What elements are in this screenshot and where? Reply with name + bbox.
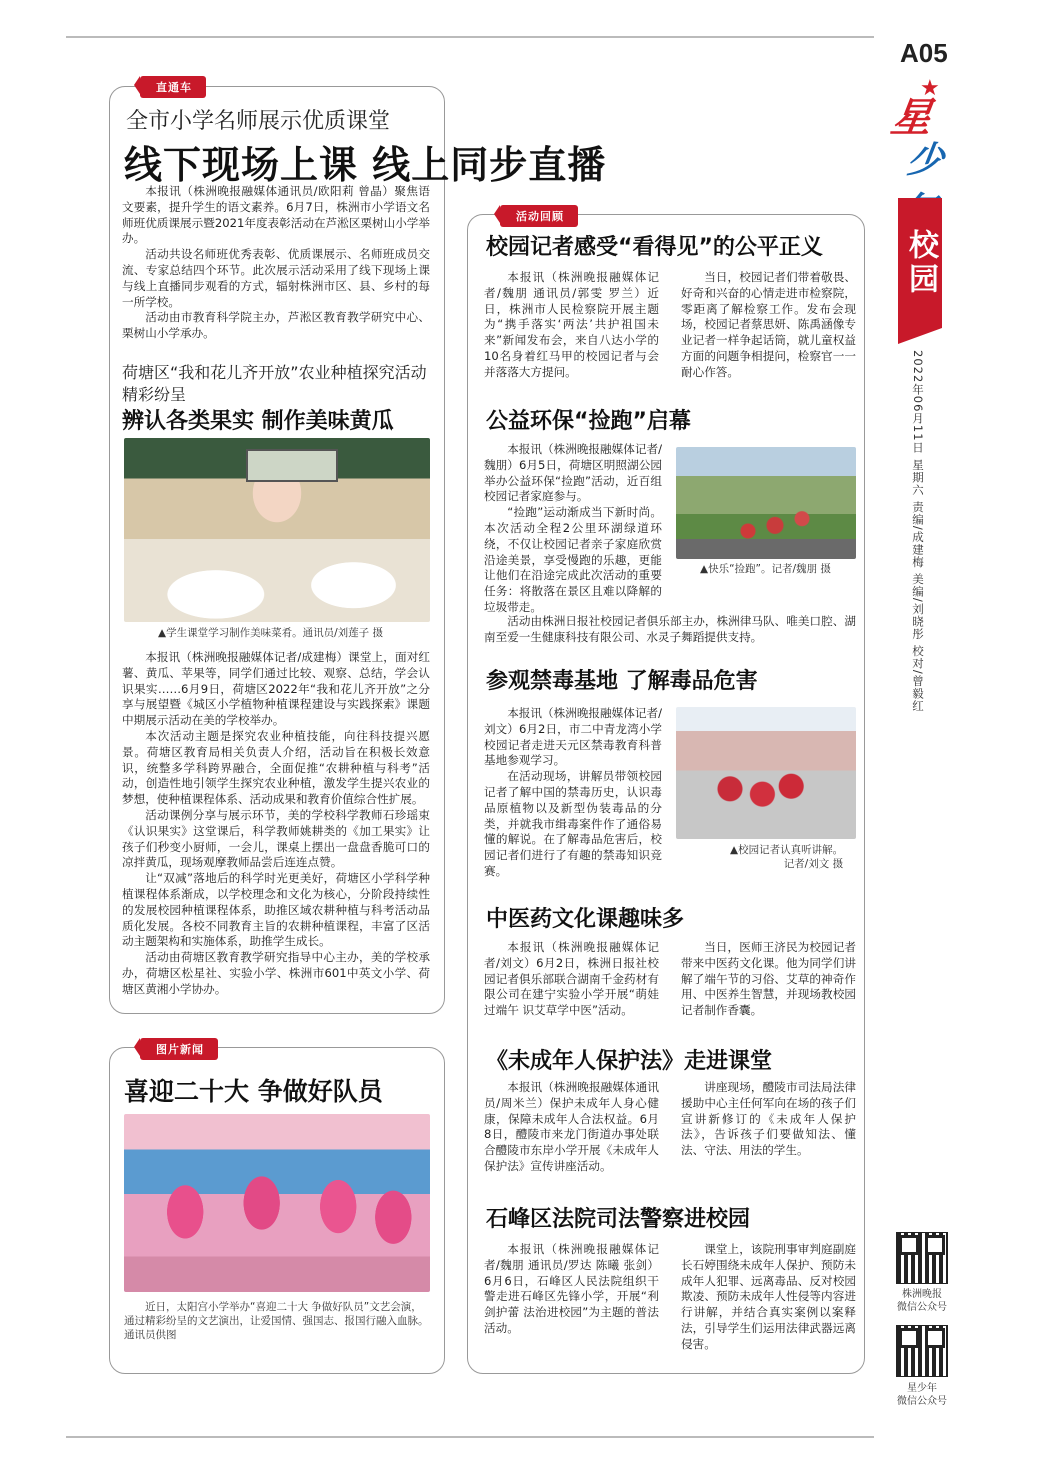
story-headline: 《未成年人保护法》走进课堂	[486, 1049, 773, 1074]
page-number: A05	[900, 38, 948, 68]
top-rule	[66, 36, 874, 38]
story-headline: 参观禁毒基地 了解毒品危害	[486, 669, 758, 694]
photo-cooking-class	[124, 438, 430, 622]
qr-label-zzwb: 株洲晚报 微信公众号	[897, 1289, 947, 1313]
story-body	[484, 270, 856, 382]
section-tab: 校园	[898, 198, 942, 328]
paragraph: 在活动现场，讲解员带领校园记者了解中国的禁毒历史，认识毒品原植物以及新型伪装毒品的分类，并就我市缉毒案件作了通俗易懂的解说。在了解毒品危害后，校园记者们进行了有趣的禁毒知识竞赛。	[484, 769, 662, 878]
paragraph: 本报讯（株洲晚报融媒体记者/魏朋）6月5日，荷塘区明照湖公园举办公益环保“捡跑”活动，近百组校园记者家庭参与。	[484, 442, 662, 504]
paragraph: 活动由株洲日报社校园记者俱乐部主办，株洲律马队、唯美口腔、湖南至爱一生健康科技有限公司、水灵子舞蹈提供支持。	[484, 614, 856, 644]
photo-caption: ▲快乐“捡跑”。记者/魏朋 摄	[700, 563, 831, 575]
paragraph: 本报讯（株洲晚报融媒体通讯员/欧阳莉 曾晶）聚焦语文要素，提升学生的语文素养。6月7日，株洲市小学语文名师班优质课展示暨2021年度表彰活动在芦淞区栗树山小学举办。	[122, 184, 430, 246]
paragraph: 本报讯（株洲晚报融媒体通讯员/周米兰）保护未成年人身心健康，保障未成年人合法权益。6月8日，醴陵市来龙门街道办事处联合醴陵市东岸小学开展《未成年人保护法》宣传讲座活动。	[484, 1080, 659, 1173]
photo-caption: 近日，太阳宫小学举办“喜迎二十大 争做好队员”文艺会演，通过精彩纷呈的文艺演出，让爱国情、强国志、报国行融入血脉。通讯员供图	[124, 1301, 429, 1341]
qr-code-icon[interactable]	[896, 1232, 948, 1284]
story-headline: 中医药文化课趣味多	[486, 907, 685, 932]
photo-caption: ▲校园记者认真听讲解。 记者/刘文 摄	[730, 844, 844, 870]
photo-plogging	[676, 447, 856, 559]
story-body	[484, 706, 662, 880]
paragraph: 课堂上，该院刑事审判庭副庭长石婷围绕未成年人保护、预防未成年人犯罪、远离毒品、反对校园欺凌、预防未成年人性侵等内容进行讲解，并结合真实案例以案释法，引导学生们运用法律武器远离侵害。	[681, 1242, 856, 1351]
paragraph: 活动由荷塘区教育教学研究指导中心主办，美的学校承办，荷塘区松星社、实验小学、株洲市601中英文小学、荷塘区黄湘小学协办。	[122, 950, 430, 996]
paragraph: 当日，医师王济民为校园记者带来中医药文化课。他为同学们讲解了端午节的习俗、艾草的神奇作用、中医养生智慧，并现场教校园记者制作香囊。	[681, 940, 856, 1018]
story-headline: 公益环保“捡跑”启幕	[486, 409, 691, 434]
story-kicker: 全市小学名师展示优质课堂	[126, 109, 391, 134]
dateline: 2022年06月11日 星期六 责编/成建梅 美编/刘晓彤 校对/曾毅红	[911, 350, 925, 713]
paragraph: 本报讯（株洲晚报融媒体记者/魏朋 通讯员/罗达 陈曦 张剑）6月6日，石峰区人民法院组织干警走进石峰区先锋小学，开展“利剑护蕾 法治进校园”为主题的普法活动。	[484, 1242, 659, 1335]
photo-dance-performance	[124, 1114, 430, 1292]
story-headline: 喜迎二十大 争做好队员	[124, 1077, 383, 1106]
masthead-logo	[888, 76, 960, 196]
masthead-top: 星	[888, 95, 935, 141]
story-body	[122, 650, 430, 998]
story-headline: 石峰区法院司法警察进校园	[486, 1207, 751, 1232]
paragraph: 本报讯（株洲晚报融媒体记者/刘文）6月2日，市二中青龙湾小学校园记者走进天元区禁毒教育科普基地参观学习。	[484, 706, 662, 768]
story-body	[484, 1080, 856, 1176]
paragraph: 当日，校园记者们带着敬畏、好奇和兴奋的心情走进市检察院，零距离了解检察工作。发布会现场，校园记者蔡思妍、陈禹涵像专业记者一样争起话筒，就儿童权益方面的问题争相提问，检察官一一耐心作答。	[681, 270, 856, 379]
section-tag: 直通车	[140, 76, 206, 98]
story-headline: 辨认各类果实 制作美味黄瓜	[122, 409, 394, 434]
story-kicker: 荷塘区“我和花儿齐开放”农业种植探究活动精彩纷呈	[122, 363, 427, 404]
masthead-bottom: 少年	[904, 140, 947, 181]
bottom-rule	[66, 1436, 874, 1438]
photo-anti-drug-visit	[676, 707, 856, 839]
paragraph: 活动课例分享与展示环节，美的学校科学教师石珍瑶束《认识果实》这堂课后，科学教师姚耕类的《加工果实》让孩子们秒变小厨师，一会儿，课桌上摆出一盘盘香脆可口的凉拌黄瓜，现场观摩教师品尝后连连点赞。	[122, 807, 430, 870]
story-body	[484, 1242, 856, 1354]
paragraph: 让“双减”落地后的科学时光更美好，荷塘区小学科学种植课程体系渐成，以学校理念和文化为核心，分阶段持续性的发展校园种植课程体系，助推区域农耕种植与科考活动品质化发展。各校不同教育主旨的农耕种植课程，丰富了区活动主题架构和实施体系，助推学生成长。	[122, 871, 430, 949]
section-tag: 图片新闻	[140, 1038, 218, 1060]
qr-code-icon[interactable]	[896, 1325, 948, 1377]
paragraph: 本次活动主题是探究农业种植技能，向往科技提兴愿景。荷塘区教育局相关负责人介绍，活动旨在积极长效意识，统整多学科跨界融合，全面促推“农耕种植与科考”活动，创造性地引领学生探究农业种植，激发学生提兴农业的梦想，使种植课程体系、活动成果和教育价值综合性扩展。	[122, 728, 430, 807]
story-body	[484, 614, 856, 646]
story-body	[484, 940, 856, 1020]
story-headline: 校园记者感受“看得见”的公平正义	[486, 235, 823, 260]
paragraph: “捡跑”运动渐成当下新时尚。本次活动全程2公里环湖绿道环绕，不仅让校园记者亲子家庭欣赏沿途美景，享受慢跑的乐趣，更能让他们在沿途完成此次活动的重要任务：将散落在景区且难以降解的垃圾带走。	[484, 505, 662, 614]
paragraph: 讲座现场，醴陵市司法局法律援助中心主任何军向在场的孩子们宣讲新修订的《未成年人保护法》，告诉孩子们要做知法、懂法、守法、用法的学生。	[681, 1080, 856, 1158]
section-tag: 活动回顾	[500, 205, 578, 227]
paragraph: 活动由市教育科学院主办，芦淞区教育教学研究中心、栗树山小学承办。	[122, 310, 430, 341]
paragraph: 活动共设名师班优秀表彰、优质课展示、名师班成员交流、专家总结四个环节。此次展示活动采用了线下现场上课与线上直播同步观看的方式，辐射株洲市区、县、乡村的每一所学校。	[122, 247, 430, 309]
photo-caption: ▲学生课堂学习制作美味菜肴。通讯员/刘莲子 摄	[158, 627, 383, 639]
star-icon: ★	[920, 76, 940, 101]
story-body	[484, 442, 662, 616]
paragraph: 本报讯（株洲晚报融媒体记者/成建梅）课堂上，面对红薯、黄瓜、苹果等，同学们通过比较、观察、总结，学会认识果实……6月9日，荷塘区2022年“我和花儿齐开放”之分享与展望暨《城区小学植物种植课程建设与实践探索》课题中期展示活动在美的学校举办。	[122, 650, 430, 728]
qr-label-xsn: 星少年 微信公众号	[897, 1383, 947, 1407]
story-body	[122, 184, 430, 342]
story-headline: 线下现场上课 线上同步直播	[124, 143, 607, 187]
paragraph: 本报讯（株洲晚报融媒体记者/刘文）6月2日，株洲日报社校园记者俱乐部联合湖南千金药材有限公司在建宁实验小学开展“萌娃过端午 识艾草学中医”活动。	[484, 940, 659, 1018]
paragraph: 本报讯（株洲晚报融媒体记者/魏朋 通讯员/郭雯 罗兰）近日，株洲市人民检察院开展主题为“携手落实‘两法’共护祖国未来”新闻发布会，来自八达小学的10名身着红马甲的校园记者与会并落落大方提问。	[484, 270, 659, 379]
